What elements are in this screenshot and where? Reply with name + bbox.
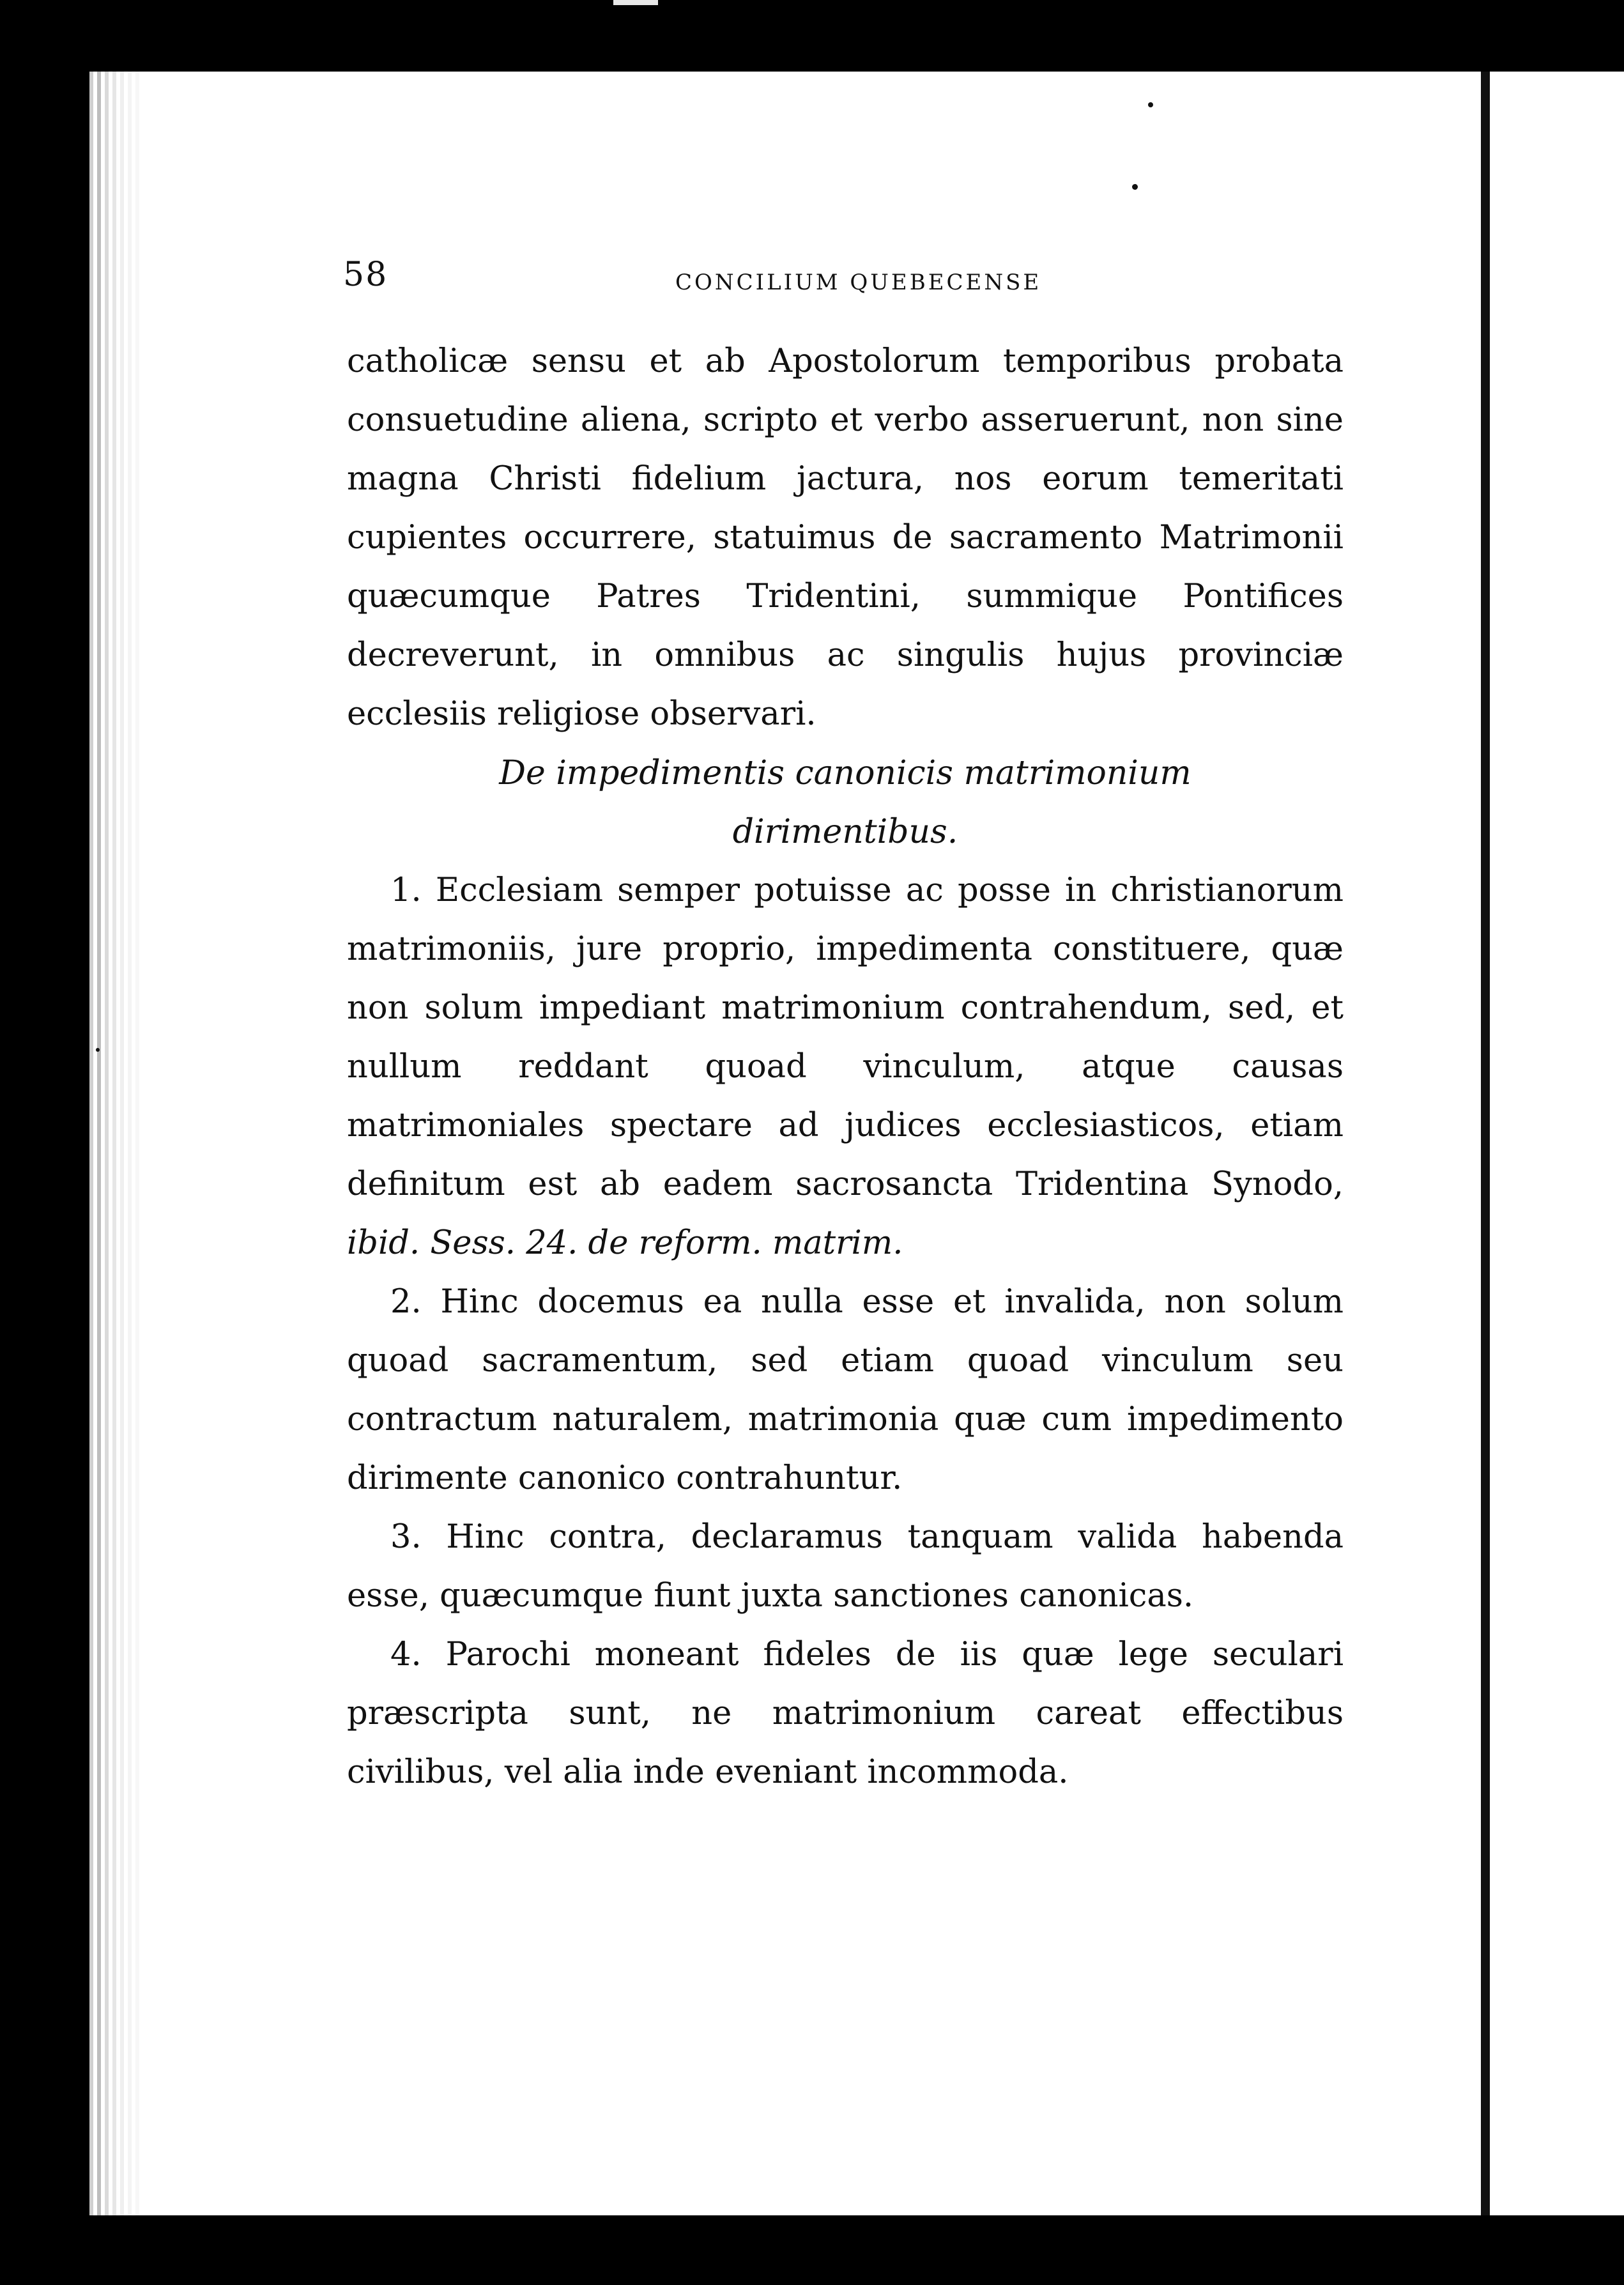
article-2 bbox=[347, 1273, 1344, 1508]
page-edge bbox=[128, 72, 132, 2215]
page-edge bbox=[97, 72, 101, 2215]
scan-speck bbox=[1132, 184, 1138, 190]
article-number: 4. bbox=[390, 1636, 422, 1673]
page-edge bbox=[135, 72, 139, 2215]
running-head bbox=[343, 256, 1352, 319]
article-number: 1. bbox=[390, 872, 422, 909]
scan-artifact-top bbox=[613, 0, 658, 5]
article-text: Hinc contra, declaramus tanquam valida habenda esse, quæcumque fiunt juxta sanctiones canonicas. bbox=[347, 1518, 1344, 1615]
page-number: 58 bbox=[343, 256, 388, 294]
page-edge bbox=[120, 72, 124, 2215]
article-text: Parochi moneant fideles de iis quæ lege seculari præscripta sunt, ne matrimonium careat effectibus civilibus, vel alia inde eveniant incommoda. bbox=[347, 1636, 1344, 1791]
opening-paragraph: catholicæ sensu et ab Apostolorum temporibus probata consuetudine aliena, scripto et verbo asseruerunt, non sine magna Christi fidelium jactura, nos eorum temeritati cupientes occurrere, statuimus de sacramento Matrimonii quæcumque Patres Tridentini, summique Pontifices decreverunt, in omnibus ac singulis hujus provinciæ ecclesiis religiose observari. bbox=[347, 342, 1344, 733]
book-gutter bbox=[1481, 72, 1490, 2215]
article-3 bbox=[347, 1508, 1344, 1626]
article-text: Ecclesiam semper potuisse ac posse in christianorum matrimoniis, jure proprio, impedimenta constituere, quæ non solum impediant matrimonium contrahendum, sed, et nullum reddant quoad vinculum, atque causas matrimoniales spectare ad judices ecclesiasticos, etiam definitum est ab eadem sacrosancta Tridentina Synodo, bbox=[347, 872, 1344, 1203]
article-number: 2. bbox=[390, 1283, 422, 1321]
running-title: CONCILIUM QUEBECENSE bbox=[675, 270, 1042, 295]
next-page-leaf bbox=[1490, 72, 1624, 2215]
scan-speck bbox=[96, 1048, 100, 1052]
article-text: Hinc docemus ea nulla esse et invalida, non solum quoad sacramentum, sed etiam quoad vinculum seu contractum naturalem, matrimonia quæ cum impedimento dirimente canonico contrahuntur. bbox=[347, 1283, 1344, 1497]
section-heading: De impedimentis canonicis matrimonium dirimentibus. bbox=[499, 754, 1191, 851]
article-4 bbox=[347, 1626, 1344, 1802]
scan-speck bbox=[1148, 102, 1153, 107]
page-edge bbox=[89, 72, 93, 2215]
article-number: 3. bbox=[390, 1518, 422, 1556]
page-edge bbox=[105, 72, 109, 2215]
page-edge bbox=[112, 72, 116, 2215]
body-text bbox=[347, 332, 1344, 1802]
article-1 bbox=[347, 861, 1344, 1273]
article-citation: ibid. Sess. 24. de reform. matrim. bbox=[347, 1224, 903, 1262]
